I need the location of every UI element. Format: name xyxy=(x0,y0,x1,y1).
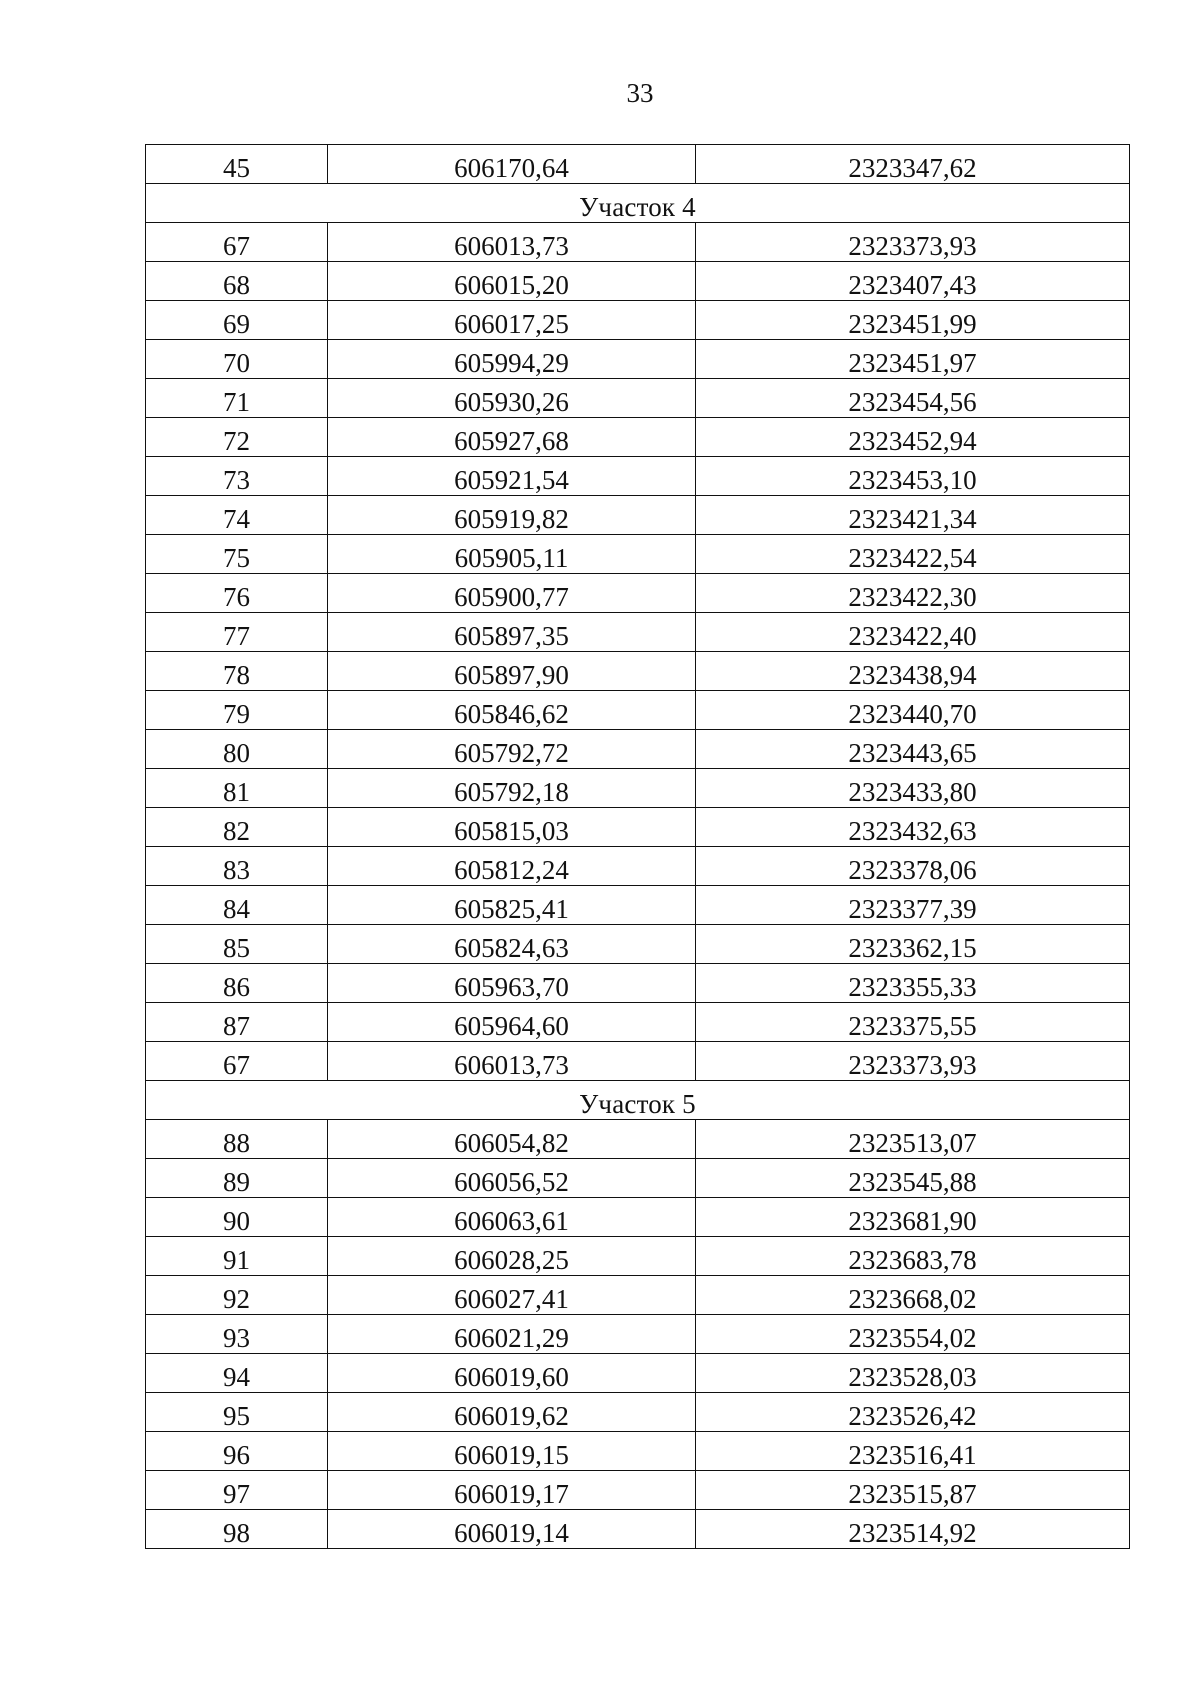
point-number-cell: 45 xyxy=(146,145,328,184)
point-number-cell: 71 xyxy=(146,379,328,418)
point-number-cell: 67 xyxy=(146,1042,328,1081)
table-row xyxy=(146,418,1130,457)
section-title: Участок 4 xyxy=(146,184,1130,223)
x-coordinate-cell: 605792,72 xyxy=(328,730,696,769)
point-number-cell: 98 xyxy=(146,1510,328,1549)
y-coordinate-cell: 2323377,39 xyxy=(696,886,1130,925)
table-row xyxy=(146,847,1130,886)
x-coordinate-cell: 605824,63 xyxy=(328,925,696,964)
point-number-cell: 78 xyxy=(146,652,328,691)
coordinates-table xyxy=(145,144,1130,1549)
table-row xyxy=(146,1471,1130,1510)
y-coordinate-cell: 2323378,06 xyxy=(696,847,1130,886)
table-row xyxy=(146,1042,1130,1081)
point-number-cell: 90 xyxy=(146,1198,328,1237)
table-row xyxy=(146,652,1130,691)
point-number-cell: 68 xyxy=(146,262,328,301)
y-coordinate-cell: 2323373,93 xyxy=(696,1042,1130,1081)
x-coordinate-cell: 605897,90 xyxy=(328,652,696,691)
x-coordinate-cell: 606017,25 xyxy=(328,301,696,340)
point-number-cell: 75 xyxy=(146,535,328,574)
y-coordinate-cell: 2323545,88 xyxy=(696,1159,1130,1198)
coordinates-table-body xyxy=(146,145,1130,1549)
table-row xyxy=(146,613,1130,652)
x-coordinate-cell: 606063,61 xyxy=(328,1198,696,1237)
x-coordinate-cell: 606019,15 xyxy=(328,1432,696,1471)
point-number-cell: 77 xyxy=(146,613,328,652)
y-coordinate-cell: 2323347,62 xyxy=(696,145,1130,184)
point-number-cell: 84 xyxy=(146,886,328,925)
point-number-cell: 69 xyxy=(146,301,328,340)
x-coordinate-cell: 606019,17 xyxy=(328,1471,696,1510)
table-row xyxy=(146,379,1130,418)
point-number-cell: 85 xyxy=(146,925,328,964)
y-coordinate-cell: 2323422,30 xyxy=(696,574,1130,613)
x-coordinate-cell: 605963,70 xyxy=(328,964,696,1003)
table-row xyxy=(146,574,1130,613)
y-coordinate-cell: 2323454,56 xyxy=(696,379,1130,418)
x-coordinate-cell: 606021,29 xyxy=(328,1315,696,1354)
table-row xyxy=(146,1393,1130,1432)
x-coordinate-cell: 605919,82 xyxy=(328,496,696,535)
point-number-cell: 89 xyxy=(146,1159,328,1198)
x-coordinate-cell: 606170,64 xyxy=(328,145,696,184)
y-coordinate-cell: 2323451,99 xyxy=(696,301,1130,340)
table-row xyxy=(146,1237,1130,1276)
point-number-cell: 83 xyxy=(146,847,328,886)
point-number-cell: 76 xyxy=(146,574,328,613)
x-coordinate-cell: 606019,14 xyxy=(328,1510,696,1549)
y-coordinate-cell: 2323407,43 xyxy=(696,262,1130,301)
x-coordinate-cell: 605792,18 xyxy=(328,769,696,808)
y-coordinate-cell: 2323453,10 xyxy=(696,457,1130,496)
x-coordinate-cell: 605812,24 xyxy=(328,847,696,886)
y-coordinate-cell: 2323526,42 xyxy=(696,1393,1130,1432)
y-coordinate-cell: 2323443,65 xyxy=(696,730,1130,769)
table-row xyxy=(146,340,1130,379)
table-row xyxy=(146,496,1130,535)
y-coordinate-cell: 2323516,41 xyxy=(696,1432,1130,1471)
point-number-cell: 93 xyxy=(146,1315,328,1354)
x-coordinate-cell: 605964,60 xyxy=(328,1003,696,1042)
x-coordinate-cell: 605905,11 xyxy=(328,535,696,574)
table-row xyxy=(146,1315,1130,1354)
point-number-cell: 94 xyxy=(146,1354,328,1393)
y-coordinate-cell: 2323681,90 xyxy=(696,1198,1130,1237)
x-coordinate-cell: 606015,20 xyxy=(328,262,696,301)
y-coordinate-cell: 2323421,34 xyxy=(696,496,1130,535)
point-number-cell: 73 xyxy=(146,457,328,496)
point-number-cell: 92 xyxy=(146,1276,328,1315)
table-row xyxy=(146,262,1130,301)
y-coordinate-cell: 2323373,93 xyxy=(696,223,1130,262)
y-coordinate-cell: 2323515,87 xyxy=(696,1471,1130,1510)
x-coordinate-cell: 606054,82 xyxy=(328,1120,696,1159)
y-coordinate-cell: 2323375,55 xyxy=(696,1003,1130,1042)
point-number-cell: 67 xyxy=(146,223,328,262)
y-coordinate-cell: 2323528,03 xyxy=(696,1354,1130,1393)
point-number-cell: 80 xyxy=(146,730,328,769)
x-coordinate-cell: 606027,41 xyxy=(328,1276,696,1315)
point-number-cell: 72 xyxy=(146,418,328,457)
x-coordinate-cell: 605897,35 xyxy=(328,613,696,652)
y-coordinate-cell: 2323451,97 xyxy=(696,340,1130,379)
page-number: 33 xyxy=(626,78,654,108)
table-row xyxy=(146,691,1130,730)
section-title: Участок 5 xyxy=(146,1081,1130,1120)
y-coordinate-cell: 2323362,15 xyxy=(696,925,1130,964)
point-number-cell: 95 xyxy=(146,1393,328,1432)
y-coordinate-cell: 2323433,80 xyxy=(696,769,1130,808)
y-coordinate-cell: 2323432,63 xyxy=(696,808,1130,847)
table-row xyxy=(146,808,1130,847)
y-coordinate-cell: 2323422,40 xyxy=(696,613,1130,652)
point-number-cell: 79 xyxy=(146,691,328,730)
section-header-row xyxy=(146,1081,1130,1120)
y-coordinate-cell: 2323422,54 xyxy=(696,535,1130,574)
table-row xyxy=(146,1120,1130,1159)
table-row xyxy=(146,301,1130,340)
table-row xyxy=(146,457,1130,496)
point-number-cell: 81 xyxy=(146,769,328,808)
y-coordinate-cell: 2323683,78 xyxy=(696,1237,1130,1276)
table-row xyxy=(146,145,1130,184)
table-row xyxy=(146,886,1130,925)
point-number-cell: 82 xyxy=(146,808,328,847)
table-row xyxy=(146,1003,1130,1042)
table-row xyxy=(146,964,1130,1003)
y-coordinate-cell: 2323440,70 xyxy=(696,691,1130,730)
y-coordinate-cell: 2323355,33 xyxy=(696,964,1130,1003)
table-row xyxy=(146,535,1130,574)
table-row xyxy=(146,925,1130,964)
point-number-cell: 96 xyxy=(146,1432,328,1471)
table-row xyxy=(146,223,1130,262)
table-row xyxy=(146,1510,1130,1549)
table-row xyxy=(146,769,1130,808)
y-coordinate-cell: 2323554,02 xyxy=(696,1315,1130,1354)
point-number-cell: 97 xyxy=(146,1471,328,1510)
table-row xyxy=(146,1159,1130,1198)
point-number-cell: 87 xyxy=(146,1003,328,1042)
table-row xyxy=(146,1276,1130,1315)
point-number-cell: 74 xyxy=(146,496,328,535)
point-number-cell: 70 xyxy=(146,340,328,379)
y-coordinate-cell: 2323668,02 xyxy=(696,1276,1130,1315)
x-coordinate-cell: 606028,25 xyxy=(328,1237,696,1276)
table-row xyxy=(146,1198,1130,1237)
x-coordinate-cell: 605921,54 xyxy=(328,457,696,496)
table-row xyxy=(146,1354,1130,1393)
x-coordinate-cell: 606019,62 xyxy=(328,1393,696,1432)
table-row xyxy=(146,1432,1130,1471)
point-number-cell: 91 xyxy=(146,1237,328,1276)
x-coordinate-cell: 606056,52 xyxy=(328,1159,696,1198)
section-header-row xyxy=(146,184,1130,223)
x-coordinate-cell: 605825,41 xyxy=(328,886,696,925)
table-row xyxy=(146,730,1130,769)
x-coordinate-cell: 605927,68 xyxy=(328,418,696,457)
x-coordinate-cell: 606013,73 xyxy=(328,223,696,262)
x-coordinate-cell: 605994,29 xyxy=(328,340,696,379)
point-number-cell: 88 xyxy=(146,1120,328,1159)
y-coordinate-cell: 2323452,94 xyxy=(696,418,1130,457)
y-coordinate-cell: 2323513,07 xyxy=(696,1120,1130,1159)
x-coordinate-cell: 606013,73 xyxy=(328,1042,696,1081)
x-coordinate-cell: 605815,03 xyxy=(328,808,696,847)
point-number-cell: 86 xyxy=(146,964,328,1003)
x-coordinate-cell: 605930,26 xyxy=(328,379,696,418)
x-coordinate-cell: 606019,60 xyxy=(328,1354,696,1393)
y-coordinate-cell: 2323438,94 xyxy=(696,652,1130,691)
x-coordinate-cell: 605846,62 xyxy=(328,691,696,730)
y-coordinate-cell: 2323514,92 xyxy=(696,1510,1130,1549)
x-coordinate-cell: 605900,77 xyxy=(328,574,696,613)
